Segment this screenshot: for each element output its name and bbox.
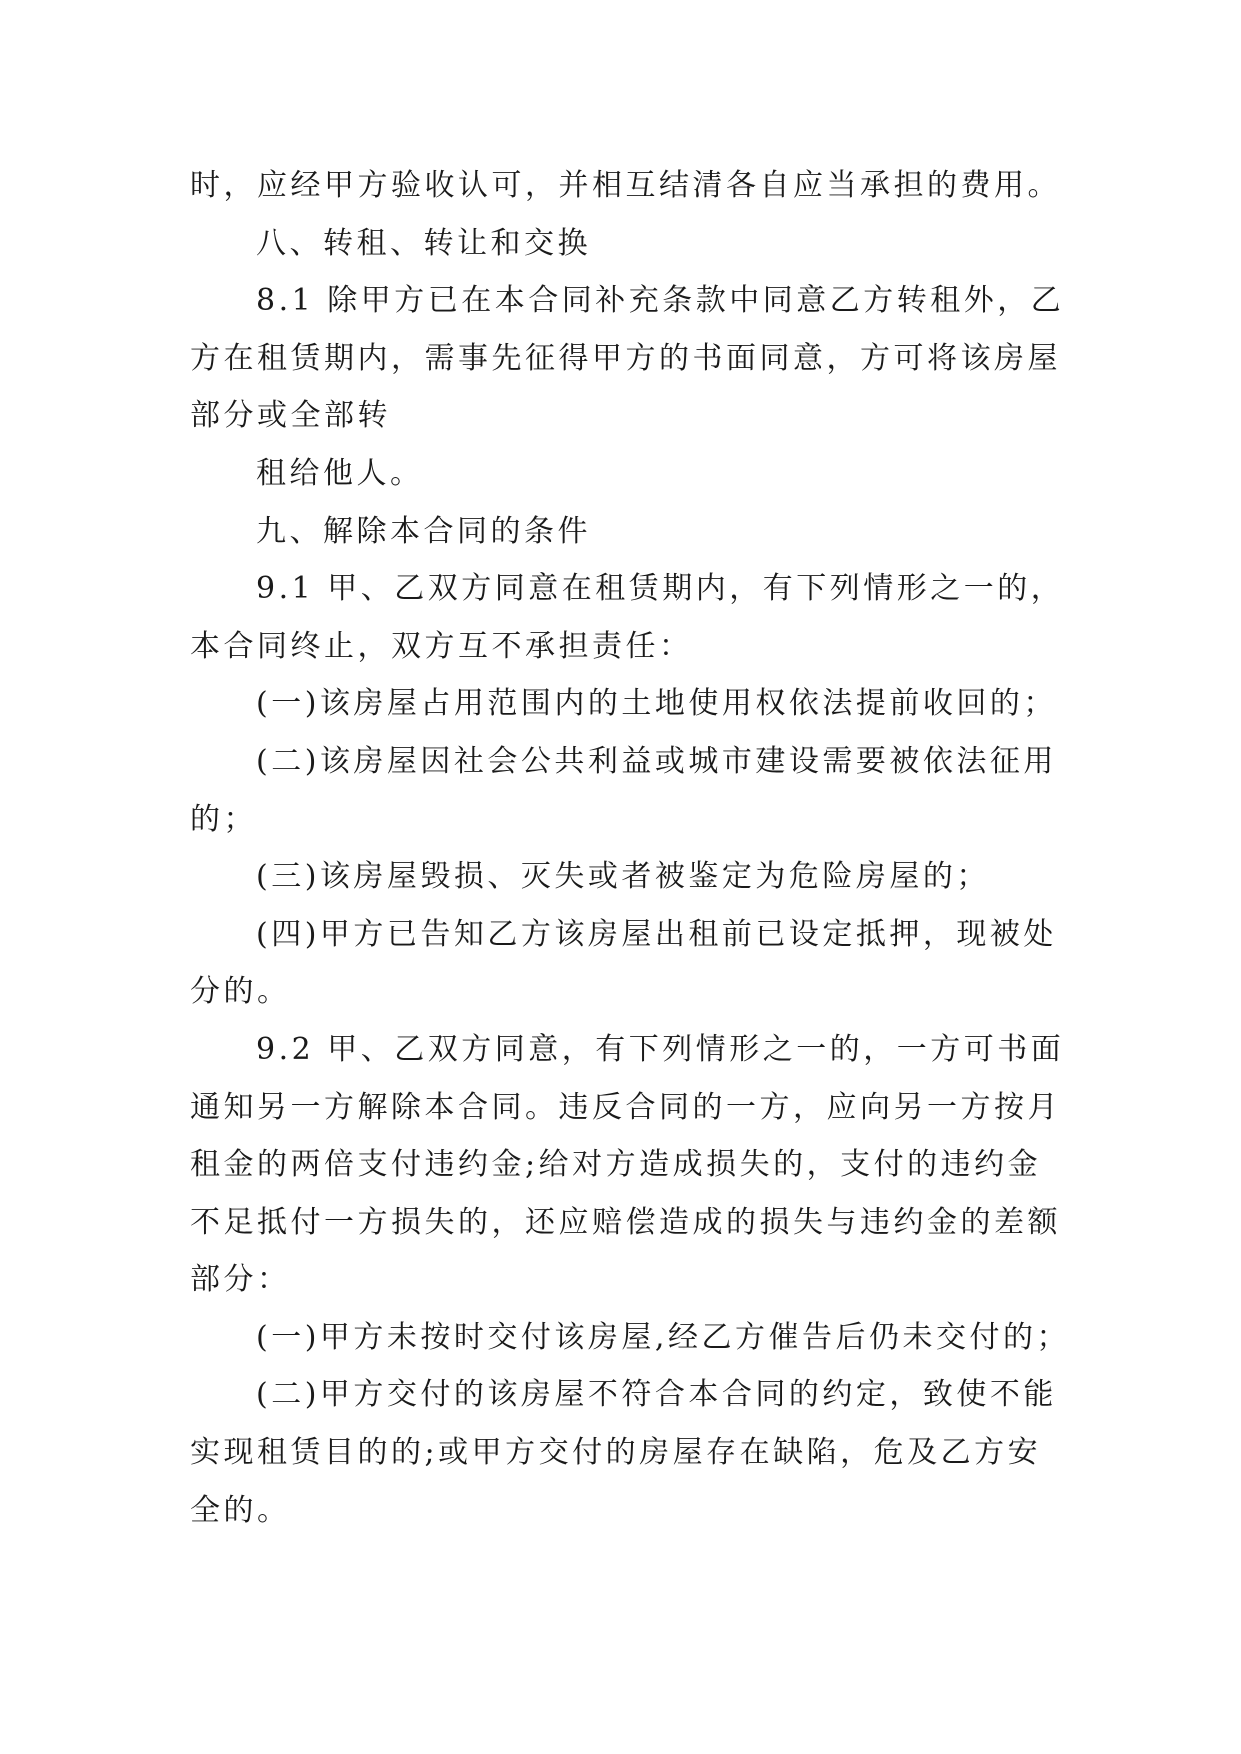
text-line: 通知另一方解除本合同。违反合同的一方，应向另一方按月 — [190, 1089, 1061, 1125]
text-line: 8.1 除甲方已在本合同补充条款中同意乙方转租外，乙 — [256, 283, 1065, 319]
text-line: (二)甲方交付的该房屋不符合本合同的约定，致使不能 — [256, 1377, 1057, 1413]
text-line: 本合同终止，双方互不承担责任： — [190, 628, 693, 664]
text-line: (二)该房屋因社会公共利益或城市建设需要被依法征用 — [256, 743, 1057, 779]
text-line: (一)甲方未按时交付该房屋,经乙方催告后仍未交付的； — [256, 1319, 1070, 1355]
text-line: 的； — [190, 801, 257, 837]
text-line: (四)甲方已告知乙方该房屋出租前已设定抵押，现被处 — [256, 916, 1057, 952]
text-line: 部分： — [190, 1262, 291, 1298]
text-line: (三)该房屋毁损、灭失或者被鉴定为危险房屋的； — [256, 859, 990, 895]
text-line: 全的。 — [190, 1492, 291, 1528]
text-line: 9.1 甲、乙双方同意在租赁期内，有下列情形之一的， — [256, 571, 1065, 607]
text-line: 实现租赁目的的;或甲方交付的房屋存在缺陷，危及乙方安 — [190, 1435, 1042, 1471]
text-line: 部分或全部转 — [190, 398, 391, 434]
text-line: (一)该房屋占用范围内的土地使用权依法提前收回的； — [256, 686, 1057, 722]
text-line: 租金的两倍支付违约金;给对方造成损失的，支付的违约金 — [190, 1147, 1042, 1183]
text-line: 九、解除本合同的条件 — [256, 513, 591, 549]
text-line: 分的。 — [190, 974, 291, 1010]
text-line: 时，应经甲方验收认可，并相互结清各自应当承担的费用。 — [190, 168, 1061, 203]
text-line: 方在租赁期内，需事先征得甲方的书面同意，方可将该房屋 — [190, 340, 1061, 376]
text-line: 9.2 甲、乙双方同意，有下列情形之一的，一方可书面 — [256, 1031, 1065, 1067]
text-line: 租给他人。 — [256, 455, 424, 491]
text-line: 八、转租、转让和交换 — [256, 225, 591, 261]
text-line: 不足抵付一方损失的，还应赔偿造成的损失与违约金的差额 — [190, 1204, 1061, 1240]
document-body — [190, 157, 1070, 1539]
